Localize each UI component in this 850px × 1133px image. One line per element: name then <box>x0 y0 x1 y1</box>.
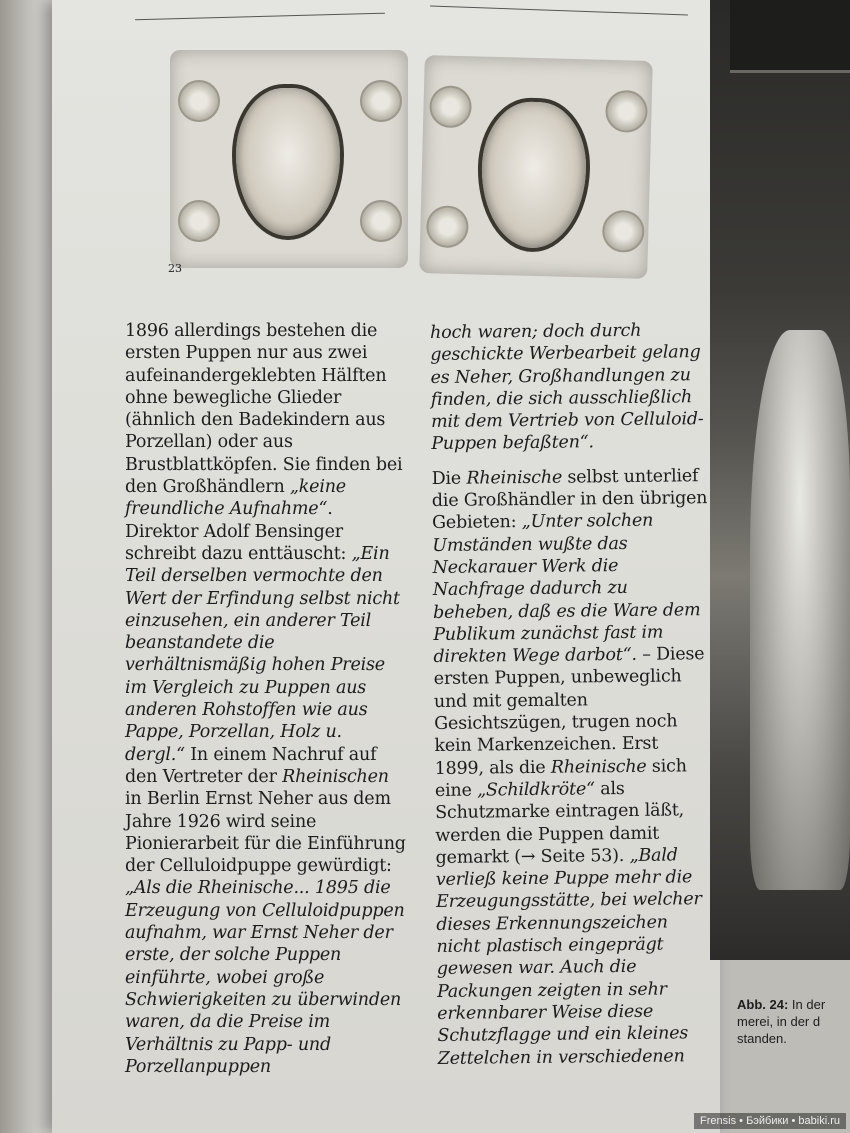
top-rule-left <box>135 13 385 21</box>
figure-number: 23 <box>168 262 182 275</box>
right-text-column <box>430 319 716 1070</box>
figure-caption: Abb. 24: In der merei, in der d standen. <box>737 997 826 1046</box>
right-paragraph-1: hoch waren; doch durch geschickte Werbearbeit gelang es Neher, Großhandlungen zu finden, die sich ausschließlich mit dem Vertrieb von Celluloid-Puppen befaßten“. <box>430 320 704 455</box>
left-paragraph: 1896 allerdings bestehen die ersten Puppen nur aus zwei aufeinandergeklebten Hälften ohne bewegliche Glieder (ähnlich den Badekindern aus Porzellan) oder aus Brustblattköpfen. Sie finden bei den Großhändlern „keine freundliche Aufnahme“. Direktor Adolf Bensinger schreibt dazu enttäuscht: „Ein Teil derselben vermochte den Wert der Erfindung selbst nicht einzusehen, ein anderer Teil beanstandete die verhältnismäßig hohen Preise im Vergleich zu Puppen aus anderen Rohstoffen wie aus Pappe, Porzellan, Holz u. dergl.“ In einem Nachruf auf den Vertreter der Rheinischen in Berlin Ernst Neher aus dem Jahre 1926 wird seine Pionierarbeit für die Einführung der Celluloidpuppe gewürdigt: „Als die Rheinische... 1895 die Erzeugung von Celluloidpuppen aufnahm, war Ernst Neher der erste, der solche Puppen einführte, wobei große Schwierigkeiten zu überwinden waren, da die Preise im Verhältnis zu Papp- und Porzellanpuppen <box>125 321 406 1077</box>
right-paragraph-2: Die Rheinische selbst unterlief die Großhändler in den übrigen Gebieten: „Unter solchen Umständen wußte das Neckarauer Werk die Nachfrage dadurch zu beheben, daß es die Ware dem Publikum zunächst fast im direkten Wege darbot“. – Diese ersten Puppen, unbeweglich und mit gemalten Gesichtszügen, trugen noch kein Markenzeichen. Erst 1899, als die Rheinische sich eine „Schildkröte“ als Schutzmarke eintragen läßt, werden die Puppen damit gemarkt (→ Seite 53). „Bald verließ keine Puppe mehr die Erzeugungsstätte, bei welcher dieses Erkennungszeichen nicht plastisch eingeprägt gewesen war. Auch die Packungen zeigten in sehr erkennbarer Weise diese Schutzflagge und ein kleines Zettelchen in verschiedenen <box>431 465 708 1069</box>
doll-face-closed-eyes <box>480 101 588 250</box>
doll-face-open-eyes <box>236 88 340 236</box>
mold-photo-right <box>419 55 653 279</box>
facing-page-photo <box>710 0 850 960</box>
book-page <box>52 0 720 1133</box>
watermark: Frensis • Бэйбики • babiki.ru <box>694 1113 846 1129</box>
top-rule-right <box>430 5 688 15</box>
left-text-column <box>125 320 407 1078</box>
mold-photo-left <box>170 50 408 268</box>
